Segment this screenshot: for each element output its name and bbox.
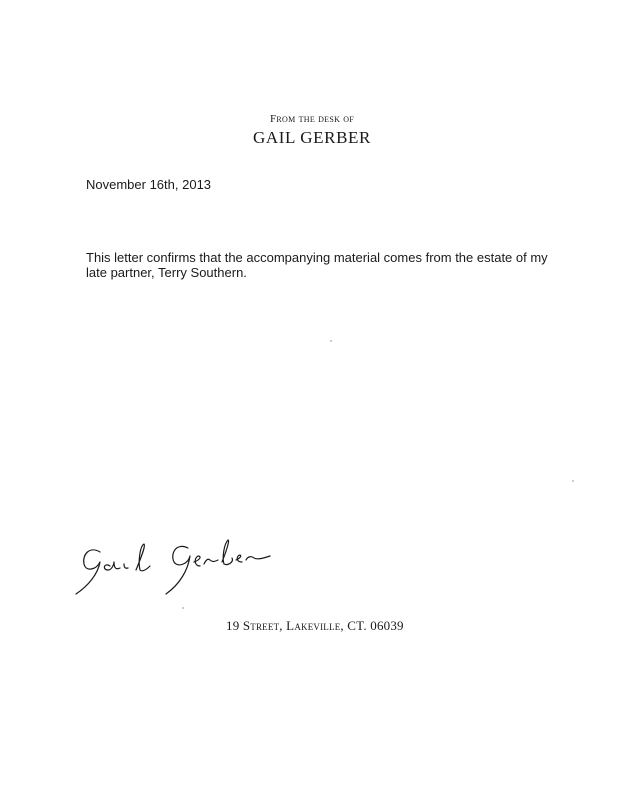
paper-speck: [182, 607, 184, 609]
letterhead: [0, 112, 624, 148]
letter-body: This letter confirms that the accompanying material comes from the estate of my late partner, Terry Southern.: [86, 250, 548, 280]
letterhead-name: GAIL GERBER: [253, 128, 371, 147]
letter-date: November 16th, 2013: [86, 177, 212, 192]
paper-speck: [572, 480, 574, 482]
sender-address: 19 Street, Lakeville, CT. 06039: [226, 618, 404, 633]
letterhead-from-line: From the desk of: [269, 113, 355, 125]
handwritten-signature: [70, 530, 310, 600]
paper-speck: [330, 340, 332, 342]
